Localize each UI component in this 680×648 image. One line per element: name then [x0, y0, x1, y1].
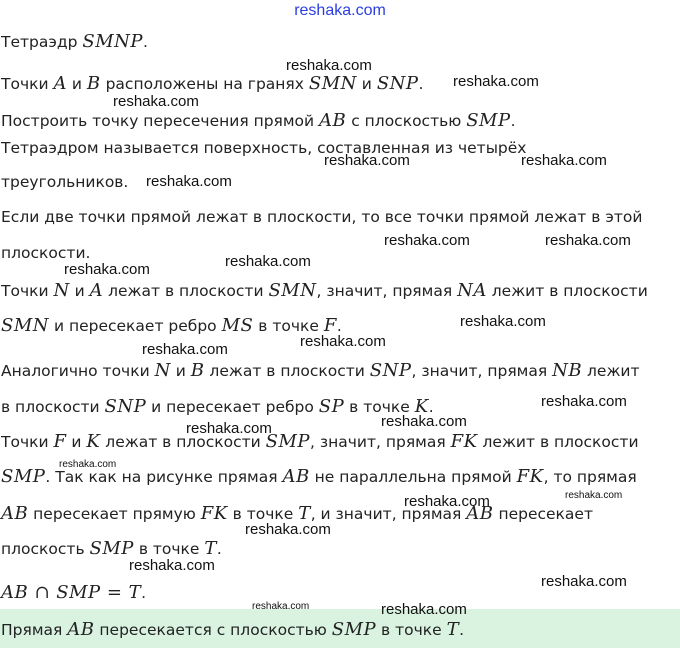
text-fragment: пересекает [493, 505, 593, 523]
text-fragment: Точки [1, 75, 54, 93]
watermark: reshaka.com [64, 261, 150, 278]
math-expression: FK [450, 431, 478, 452]
text-fragment: , и значит, прямая [310, 505, 467, 523]
watermark: reshaka.com [404, 493, 490, 510]
text-fragment: . Так как на рисунке прямая [45, 468, 283, 486]
text-fragment: пересекается с плоскостью [94, 621, 332, 639]
text-fragment: лежат в плоскости [100, 433, 266, 451]
math-expression: SMN [308, 73, 357, 94]
math-expression: AB [466, 503, 494, 524]
text-fragment: лежат в плоскости [103, 282, 269, 300]
math-expression: T [204, 538, 217, 559]
math-expression: F [323, 315, 337, 336]
math-expression: SMP [1, 466, 46, 487]
math-expression: B [190, 360, 205, 381]
math-expression: N [53, 280, 70, 301]
watermark: reshaka.com [324, 152, 410, 169]
text-fragment: . [141, 584, 147, 602]
text-fragment: и пересекает ребро [49, 317, 222, 335]
text-line [1, 139, 526, 157]
site-link[interactable]: reshaka.com [294, 2, 386, 19]
text-fragment: . [216, 540, 222, 558]
text-line [1, 431, 639, 452]
text-fragment: и [66, 433, 87, 451]
watermark: reshaka.com [252, 601, 310, 612]
math-expression: K [86, 431, 101, 452]
text-fragment: лежит [582, 362, 640, 380]
text-fragment: в точке [227, 505, 299, 523]
text-line [1, 315, 342, 336]
math-expression: NA [457, 280, 487, 301]
watermark: reshaka.com [113, 93, 199, 110]
math-expression: NB [552, 360, 583, 381]
math-expression: SMNP [82, 31, 143, 52]
text-fragment: и пересекает ребро [146, 398, 319, 416]
watermark: reshaka.com [300, 333, 386, 350]
text-fragment: и [66, 75, 87, 93]
watermark: reshaka.com [381, 601, 467, 618]
text-line [1, 173, 128, 191]
watermark: reshaka.com [521, 152, 607, 169]
text-fragment: , значит, прямая [310, 433, 451, 451]
text-fragment: треугольников. [1, 173, 129, 191]
watermark: reshaka.com [381, 413, 467, 430]
text-fragment: . [336, 317, 342, 335]
text-line [1, 244, 90, 262]
text-line [1, 73, 423, 94]
math-expression: MS [221, 315, 254, 336]
text-fragment: лежит в плоскости [477, 433, 639, 451]
text-fragment: и [356, 75, 377, 93]
text-fragment: расположены на гранях [100, 75, 309, 93]
math-expression: SMP [89, 538, 134, 559]
text-fragment: лежат в плоскости [204, 362, 370, 380]
text-fragment: плоскость [1, 540, 90, 558]
text-line [1, 538, 222, 559]
math-expression: SP [318, 396, 345, 417]
text-fragment: Точки [1, 433, 54, 451]
watermark: reshaka.com [59, 459, 117, 470]
watermark: reshaka.com [541, 573, 627, 590]
text-line [1, 31, 148, 52]
math-expression: FK [200, 503, 228, 524]
watermark: reshaka.com [186, 420, 272, 437]
text-fragment: в точке [253, 317, 324, 335]
text-line [1, 396, 434, 417]
text-fragment: в плоскости [1, 398, 105, 416]
text-fragment: Точки [1, 282, 54, 300]
text-line [1, 360, 640, 381]
watermark: reshaka.com [129, 557, 215, 574]
math-expression: N [154, 360, 171, 381]
text-fragment: . [418, 75, 424, 93]
math-expression: SNP [104, 396, 147, 417]
text-fragment: , значит, прямая [411, 362, 553, 380]
text-fragment: и [170, 362, 191, 380]
math-expression: SMP [265, 431, 311, 452]
text-fragment: в точке [376, 621, 447, 639]
math-expression: SNP [369, 360, 412, 381]
watermark: reshaka.com [225, 253, 311, 270]
text-fragment: . [143, 33, 148, 51]
text-fragment: лежит в плоскости [486, 282, 648, 300]
text-line [1, 110, 516, 131]
math-expression: SNP [376, 73, 419, 94]
math-expression: AB [282, 466, 310, 487]
text-fragment: Прямая [1, 621, 68, 639]
watermark: reshaka.com [565, 490, 623, 501]
text-fragment: . [428, 398, 434, 416]
text-fragment: Тетраэдром называется поверхность, составленная из четырёх [1, 139, 527, 157]
math-expression: T [298, 503, 311, 524]
text-fragment: . [459, 621, 465, 639]
math-expression: SMN [1, 315, 50, 336]
math-expression: SMP [466, 110, 511, 131]
watermark: reshaka.com [245, 521, 331, 538]
math-expression: FK [516, 466, 544, 487]
text-fragment: , то прямая [543, 468, 637, 486]
watermark: reshaka.com [286, 57, 372, 74]
text-fragment: Если две точки прямой лежат в плоскости, то все точки прямой лежат в этой [1, 208, 643, 226]
text-fragment: Построить точку пересечения прямой [1, 112, 320, 130]
answer-text [1, 619, 464, 640]
math-expression: AB [67, 619, 95, 640]
math-expression: AB ∩ SMP = T [1, 582, 142, 603]
math-expression: T [446, 619, 460, 640]
math-expression: SMN [268, 280, 317, 301]
text-fragment: Тетраэдр [1, 33, 83, 51]
text-fragment: в точке [344, 398, 415, 416]
text-fragment: Аналогично точки [1, 362, 155, 380]
text-fragment: , значит, прямая [316, 282, 458, 300]
text-fragment: пересекает прямую [28, 505, 201, 523]
watermark: reshaka.com [146, 173, 232, 190]
text-fragment: плоскости. [1, 244, 91, 262]
math-expression: AB [319, 110, 347, 131]
math-expression: A [89, 280, 104, 301]
text-fragment: и [69, 282, 90, 300]
watermark: reshaka.com [142, 341, 228, 358]
math-expression: AB [1, 503, 29, 524]
text-line [1, 280, 648, 301]
text-line [1, 208, 642, 226]
watermark: reshaka.com [541, 393, 627, 410]
text-fragment: в точке [133, 540, 205, 558]
math-expression: K [414, 396, 429, 417]
watermark: reshaka.com [460, 313, 546, 330]
text-fragment: . [510, 112, 516, 130]
watermark: reshaka.com [384, 232, 470, 249]
text-line [1, 582, 146, 603]
math-expression: F [53, 431, 67, 452]
text-fragment: не параллельна прямой [309, 468, 517, 486]
text-fragment: с плоскостью [346, 112, 467, 130]
math-expression: A [53, 73, 67, 94]
watermark: reshaka.com [545, 232, 631, 249]
math-expression: SMP [331, 619, 377, 640]
math-expression: B [86, 73, 101, 94]
watermark: reshaka.com [453, 73, 539, 90]
